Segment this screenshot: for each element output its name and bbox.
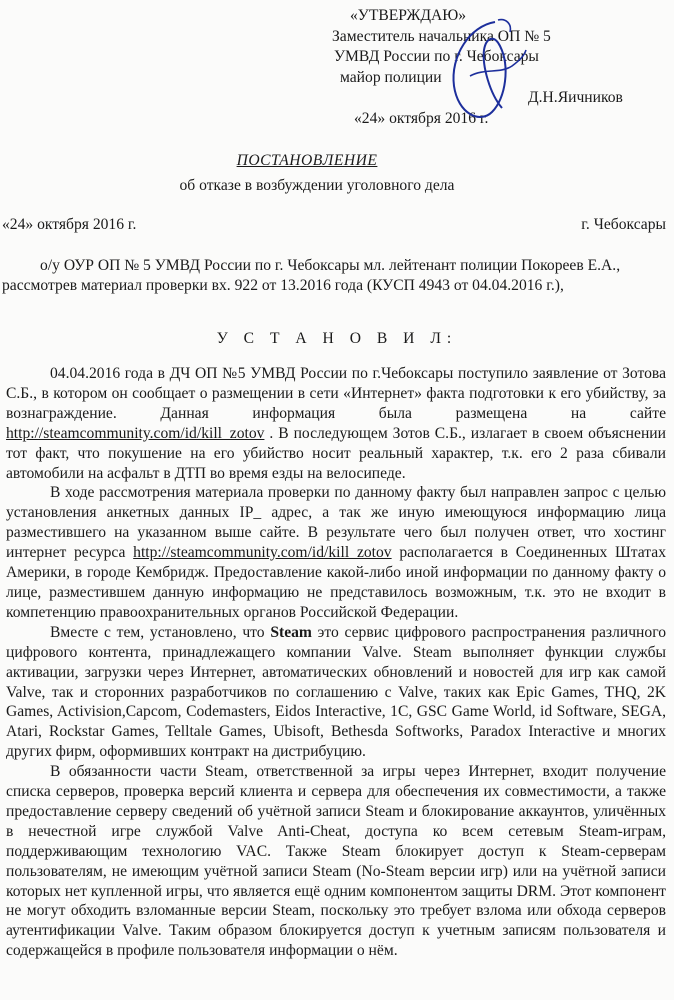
document-subtitle: об отказе в возбуждении уголовного дела xyxy=(179,177,455,194)
paragraph-2-text-b: располагается в Соединенных Штатах Америки, в городе Кембридж. Предоставление какой-либо иной информации по данному факту о лице, разместившем данную информацию не представилось возможным, т.к. это не входит в компетенцию правоохранительных органов Российской Федерации. xyxy=(6,544,666,621)
approval-rank: майор полиции xyxy=(340,68,442,86)
approval-position: Заместитель начальника ОП № 5 xyxy=(332,27,551,45)
steam-profile-link-2[interactable]: http://steamcommunity.com/id/kill_zotov xyxy=(133,544,392,562)
paragraph-2 xyxy=(6,483,666,622)
steam-profile-link-1[interactable]: http://steamcommunity.com/id/kill_zotov xyxy=(6,424,265,442)
intro-block xyxy=(2,256,666,296)
document-city: г. Чебоксары xyxy=(581,216,666,233)
section-heading: У С Т А Н О В И Л: xyxy=(216,330,458,347)
document-title: ПОСТАНОВЛЕНИЕ xyxy=(236,152,378,169)
document-date: «24» октября 2016 г. xyxy=(2,216,137,233)
intro-line-material: рассмотрев материал проверки вх. 922 от 13.2016 года (КУСП 4943 от 04.04.2016 г.), xyxy=(2,277,564,294)
paragraph-3-text-b: это сервис цифрового распространения различного цифрового контента, принадлежащего компании Valve. Steam выполняет функции службы активации, загрузки через Интернет, автоматических обновлений и новостей для игр как самой Valve, так и сторонних разработчиков по соглашению с Valve, таких как Epic Games, THQ, 2K Games, Activision,Capcom, Codemasters, Eidos Interactive, 1C, GSC Game World, id Software, SEGA, Atari, Rockstar Games, Telltale Games, Ubisoft, Bethesda Softworks, Paradox Interactive и многих других фирм, оформивших контракт на дистрибуцию. xyxy=(6,623,666,761)
approval-name: Д.Н.Яичников xyxy=(528,89,623,106)
approval-heading: «УТВЕРЖДАЮ» xyxy=(350,7,467,24)
paragraph-1 xyxy=(6,364,666,483)
date-place-line xyxy=(2,216,666,234)
paragraph-3 xyxy=(6,623,666,762)
steam-bold-term: Steam xyxy=(270,623,312,641)
approval-department: УМВД России по г. Чебоксары xyxy=(334,48,539,65)
document-body xyxy=(6,364,666,961)
paragraph-2-text-a: В ходе рассмотрения материала проверки по данному факту был направлен запрос с целью установления анкетных данных IP_ адрес, а так же иную имеющуюся информацию лица разместившего на указанном выше сайте. В результате чего был получен ответ, что хостинг интернет ресурса xyxy=(6,484,666,562)
paragraph-3-text-a: Вместе с тем, установлено, что xyxy=(50,623,271,641)
signature-icon xyxy=(440,16,530,128)
intro-line-officer: о/у ОУР ОП № 5 УМВД России по г. Чебоксары мл. лейтенант полиции Покореев Е.А., xyxy=(40,257,621,274)
paragraph-1-text-a: 04.04.2016 года в ДЧ ОП №5 УМВД России по г.Чебоксары поступило заявление от Зотова С.Б., в котором он сообщает о размещении в сети «Интернет» факта подготовки к его убийству, за вознаграждение. Данная информация была размещена на сайте xyxy=(6,365,666,422)
paragraph-1-text-b: . В последующем Зотов С.Б., излагает в своем объяснении тот факт, что покушение на его убийство носит реальный характер, т.к. его 2 раза сбивали автомобили на асфальт в ДТП во время езды на велосипеде. xyxy=(6,424,666,482)
approval-date: «24» октября 2016 г. xyxy=(354,109,489,127)
paragraph-4: В обязанности части Steam, ответственной за игры через Интернет, входит получение списка серверов, проверка версий клиента и сервера для обеспечения их совместимости, а также предоставление серверу сведений об учётной записи Steam и блокирование аккаунтов, уличённых в нечестной игре службой Valve Anti-Cheat, доступа ко всем сетевым Steam-играм, поддерживающим технологию VAC. Также Steam блокирует доступ к Steam-серверам пользователям, не имеющим учётной записи Steam (No-Steam версии игр) или на учётной записи которых нет купленной игры, что является ещё одним компонентом защиты DRM. Этот компонент не могут обходить взломанные версии Steam, поскольку это требует взлома или обхода серверов аутентификации Valve. Таким образом блокируется доступ к учетным записям пользователя и содержащейся в профиле пользователя информации о нём. xyxy=(6,763,666,960)
